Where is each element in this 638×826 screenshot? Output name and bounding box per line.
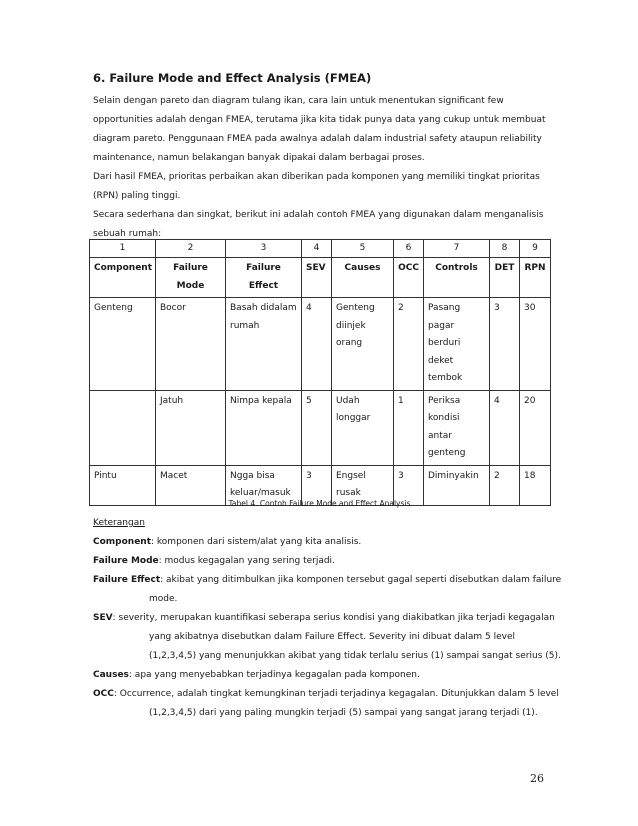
column-header: SEV xyxy=(302,258,332,298)
fmea-table xyxy=(89,239,551,506)
intro-text xyxy=(93,92,563,244)
column-number: 6 xyxy=(394,240,424,258)
table-row xyxy=(90,298,551,391)
note-term: OCC xyxy=(93,689,114,699)
table-cell: 3 xyxy=(394,465,424,505)
intro-paragraph-3: Secara sederhana dan singkat, berikut ini adalah contoh FMEA yang digunakan dalam menganalisis sebuah rumah: xyxy=(93,210,544,239)
column-number: 3 xyxy=(226,240,302,258)
column-number: 8 xyxy=(490,240,520,258)
table-cell: 3 xyxy=(302,465,332,505)
table-cell: 2 xyxy=(490,465,520,505)
column-header: Controls xyxy=(424,258,490,298)
table-cell: Basah didalam rumah xyxy=(226,298,302,391)
table-cell: Engsel rusak xyxy=(332,465,394,505)
column-header: Component xyxy=(90,258,156,298)
table-cell: Ngga bisa keluar/masuk xyxy=(226,465,302,505)
table-cell: 3 xyxy=(490,298,520,391)
table-cell: Diminyakin xyxy=(424,465,490,505)
table-cell: 4 xyxy=(302,298,332,391)
table-cell: 18 xyxy=(520,465,551,505)
note-failure-mode xyxy=(93,552,563,571)
note-occ xyxy=(93,685,563,723)
table-cell: 5 xyxy=(302,390,332,465)
table-cell: 20 xyxy=(520,390,551,465)
table-cell: Periksa kondisi antar genteng xyxy=(424,390,490,465)
table-cell: 1 xyxy=(394,390,424,465)
table-cell xyxy=(90,390,156,465)
column-header: DET xyxy=(490,258,520,298)
note-text: : Occurrence, adalah tingkat kemungkinan terjadi terjadinya kegagalan. Ditunjukkan dalam 5 level (1,2,3,4,5) dari yang paling mungkin terjadi (5) sampai yang sangat jarang terjadi (1). xyxy=(113,689,559,718)
table-cell: Pintu xyxy=(90,465,156,505)
column-header: OCC xyxy=(394,258,424,298)
note-term: SEV xyxy=(93,613,113,623)
table-row xyxy=(90,390,551,465)
table-cell: Genteng xyxy=(90,298,156,391)
note-term: Failure Mode xyxy=(93,556,159,566)
note-sev xyxy=(93,609,563,666)
notes-section xyxy=(93,514,563,723)
column-header: RPN xyxy=(520,258,551,298)
table-cell: Bocor xyxy=(156,298,226,391)
note-failure-effect xyxy=(93,571,563,609)
table-cell: Jatuh xyxy=(156,390,226,465)
table-cell: Udah longgar xyxy=(332,390,394,465)
table-cell: 30 xyxy=(520,298,551,391)
notes-heading: Keterangan xyxy=(93,518,145,528)
note-text: : apa yang menyebabkan terjadinya kegagalan pada komponen. xyxy=(128,670,420,680)
section-title: 6. Failure Mode and Effect Analysis (FMEA) xyxy=(93,71,372,85)
table-cell: Macet xyxy=(156,465,226,505)
table-cell: 4 xyxy=(490,390,520,465)
note-text: : akibat yang ditimbulkan jika komponen tersebut gagal seperti disebutkan dalam failure mode. xyxy=(149,575,562,604)
note-text: : modus kegagalan yang sering terjadi. xyxy=(158,556,335,566)
note-causes xyxy=(93,666,563,685)
column-number-row xyxy=(90,240,551,258)
column-number: 9 xyxy=(520,240,551,258)
column-header: Causes xyxy=(332,258,394,298)
table-cell: Nimpa kepala xyxy=(226,390,302,465)
note-component xyxy=(93,533,563,552)
page-number: 26 xyxy=(530,772,544,785)
note-text: : severity, merupakan kuantifikasi seberapa serius kondisi yang diakibatkan jika terjadi kegagalan yang akibatnya disebutkan dalam Failure Effect. Severity ini dibuat dalam 5 level (1,2,3,4,5) yang menunjukkan akibat yang tidak terlalu serius (1) sampai sangat serius (5). xyxy=(112,613,561,661)
table-caption: Tabel 4. Contoh Failure Mode and Effect Analysis xyxy=(228,499,411,508)
note-text: : komponen dari sistem/alat yang kita analisis. xyxy=(151,537,362,547)
table-cell: 2 xyxy=(394,298,424,391)
column-number: 7 xyxy=(424,240,490,258)
column-number: 4 xyxy=(302,240,332,258)
column-header: Failure Mode xyxy=(156,258,226,298)
table-cell: Genteng diinjek orang xyxy=(332,298,394,391)
column-number: 5 xyxy=(332,240,394,258)
column-number: 1 xyxy=(90,240,156,258)
intro-paragraph-1: Selain dengan pareto dan diagram tulang ikan, cara lain untuk menentukan significant few opportunities adalah dengan FMEA, terutama jika kita tidak punya data yang cukup untuk membuat diagram pareto. Penggunaan FMEA pada awalnya adalah dalam industrial safety ataupun reliability maintenance, namun belakangan banyak dipakai dalam berbagai proses. xyxy=(93,96,546,163)
table-cell: Pasang pagar berduri deket tembok xyxy=(424,298,490,391)
note-term: Causes xyxy=(93,670,129,680)
note-term: Failure Effect xyxy=(93,575,161,585)
note-term: Component xyxy=(93,537,152,547)
column-header: Failure Effect xyxy=(226,258,302,298)
intro-paragraph-2: Dari hasil FMEA, prioritas perbaikan akan diberikan pada komponen yang memiliki tingkat prioritas (RPN) paling tinggi. xyxy=(93,172,540,201)
table-header-row xyxy=(90,258,551,298)
column-number: 2 xyxy=(156,240,226,258)
